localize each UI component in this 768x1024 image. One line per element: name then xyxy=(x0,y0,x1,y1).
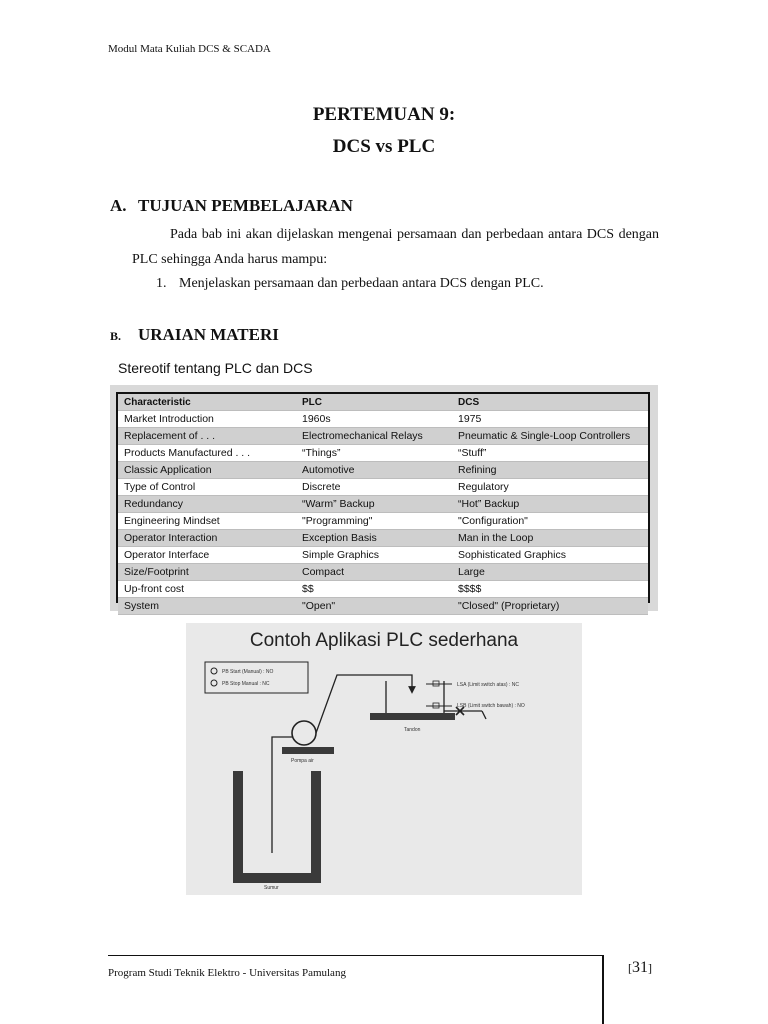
table-cell: Simple Graphics xyxy=(296,547,452,564)
section-number: A. xyxy=(110,196,127,215)
table-cell: Discrete xyxy=(296,479,452,496)
plc-application-diagram xyxy=(186,623,582,895)
tank-base xyxy=(370,713,455,720)
table-cell: Man in the Loop xyxy=(452,530,648,547)
table-cell: Products Manufactured . . . xyxy=(118,445,296,462)
section-title: TUJUAN PEMBELAJARAN xyxy=(138,196,353,215)
section-title: URAIAN MATERI xyxy=(138,325,279,344)
label-sumur: Sumur xyxy=(264,885,279,891)
table-cell: “Warm” Backup xyxy=(296,496,452,513)
table-cell: Classic Application xyxy=(118,462,296,479)
label-tandon: Tandon xyxy=(404,727,421,733)
table-cell: 1960s xyxy=(296,411,452,428)
table-cell: Sophisticated Graphics xyxy=(452,547,648,564)
table-cell: Compact xyxy=(296,564,452,581)
table-cell: "Configuration" xyxy=(452,513,648,530)
table-row xyxy=(118,581,648,598)
running-header: Modul Mata Kuliah DCS & SCADA xyxy=(108,43,271,55)
table-row xyxy=(118,479,648,496)
well-floor xyxy=(233,873,321,883)
section-a-heading xyxy=(110,196,353,216)
table-row xyxy=(118,564,648,581)
intro-paragraph-text: Pada bab ini akan dijelaskan mengenai persamaan dan perbedaan antara DCS dengan PLC sehingga Anda harus mampu: xyxy=(132,227,659,267)
intro-paragraph xyxy=(132,222,659,272)
table-cell: $$ xyxy=(296,581,452,598)
legend-pb-stop: PB Stop Manual : NC xyxy=(222,681,270,687)
footer-divider xyxy=(108,955,603,956)
table-row xyxy=(118,428,648,445)
comparison-table-frame xyxy=(116,392,650,612)
table-cell: "Open" xyxy=(296,598,452,615)
pump-platform xyxy=(282,747,334,754)
table-cell: Large xyxy=(452,564,648,581)
page-number-value: 31 xyxy=(632,959,648,976)
section-b-heading xyxy=(110,325,279,345)
table-row xyxy=(118,496,648,513)
comparison-table-figure xyxy=(110,385,658,611)
outlet-arrow xyxy=(482,711,486,719)
legend-pb-start: PB Start (Manual) : NO xyxy=(222,669,274,675)
table-cell: Regulatory xyxy=(452,479,648,496)
table-cell: Refining xyxy=(452,462,648,479)
list-number: 1. xyxy=(156,276,167,291)
page-number: [31] xyxy=(628,959,652,976)
table-row xyxy=(118,513,648,530)
table-cell: Market Introduction xyxy=(118,411,296,428)
table-cell: “Things” xyxy=(296,445,452,462)
table-row xyxy=(118,530,648,547)
table-cell: “Hot” Backup xyxy=(452,496,648,513)
label-pompa: Pompa air xyxy=(291,758,314,764)
table-cell: Characteristic xyxy=(118,394,296,411)
table-cell: Automotive xyxy=(296,462,452,479)
table-cell: Redundancy xyxy=(118,496,296,513)
table-cell: "Closed" (Proprietary) xyxy=(452,598,648,615)
table-cell: Replacement of . . . xyxy=(118,428,296,445)
footer-vertical-divider xyxy=(602,955,604,1024)
table-cell: Operator Interaction xyxy=(118,530,296,547)
chapter-title: PERTEMUAN 9: xyxy=(312,104,456,125)
table-row xyxy=(118,445,648,462)
table-row xyxy=(118,411,648,428)
table-cell: Size/Footprint xyxy=(118,564,296,581)
table-cell: 1975 xyxy=(452,411,648,428)
table-cell: Engineering Mindset xyxy=(118,513,296,530)
footer-text: Program Studi Teknik Elektro - Universitas Pamulang xyxy=(108,967,346,979)
table-header-row xyxy=(118,394,648,411)
comparison-table xyxy=(118,394,648,615)
table-cell: Pneumatic & Single-Loop Controllers xyxy=(452,428,648,445)
table-cell: Exception Basis xyxy=(296,530,452,547)
diagram-drawing xyxy=(186,623,582,895)
table-cell: Type of Control xyxy=(118,479,296,496)
discharge-pipe xyxy=(316,675,412,733)
table-row xyxy=(118,598,648,615)
table-cell: PLC xyxy=(296,394,452,411)
table-cell: "Programming" xyxy=(296,513,452,530)
suction-pipe xyxy=(272,737,292,853)
chapter-subtitle: DCS vs PLC xyxy=(332,136,436,157)
table-row xyxy=(118,547,648,564)
table-row xyxy=(118,462,648,479)
legend-box xyxy=(205,662,308,693)
pb-stop-icon xyxy=(211,680,217,686)
well-wall-left xyxy=(233,771,243,883)
section-number: B. xyxy=(110,329,122,343)
pump-icon xyxy=(292,721,316,745)
well-wall-right xyxy=(311,771,321,883)
list-item xyxy=(156,276,544,292)
table-cell: Operator Interface xyxy=(118,547,296,564)
label-lsb: LSB (Limit switch bawah) : NO xyxy=(457,703,525,709)
table-cell: Electromechanical Relays xyxy=(296,428,452,445)
pb-start-icon xyxy=(211,668,217,674)
figure-title: Stereotif tentang PLC dan DCS xyxy=(118,360,313,376)
table-cell: $$$$ xyxy=(452,581,648,598)
table-cell: DCS xyxy=(452,394,648,411)
table-cell: “Stuff” xyxy=(452,445,648,462)
label-lsa: LSA (Limit switch atas) : NC xyxy=(457,682,519,688)
diagram-title: Contoh Aplikasi PLC sederhana xyxy=(249,630,519,651)
table-cell: Up-front cost xyxy=(118,581,296,598)
table-cell: System xyxy=(118,598,296,615)
list-text: Menjelaskan persamaan dan perbedaan antara DCS dengan PLC. xyxy=(179,276,544,291)
